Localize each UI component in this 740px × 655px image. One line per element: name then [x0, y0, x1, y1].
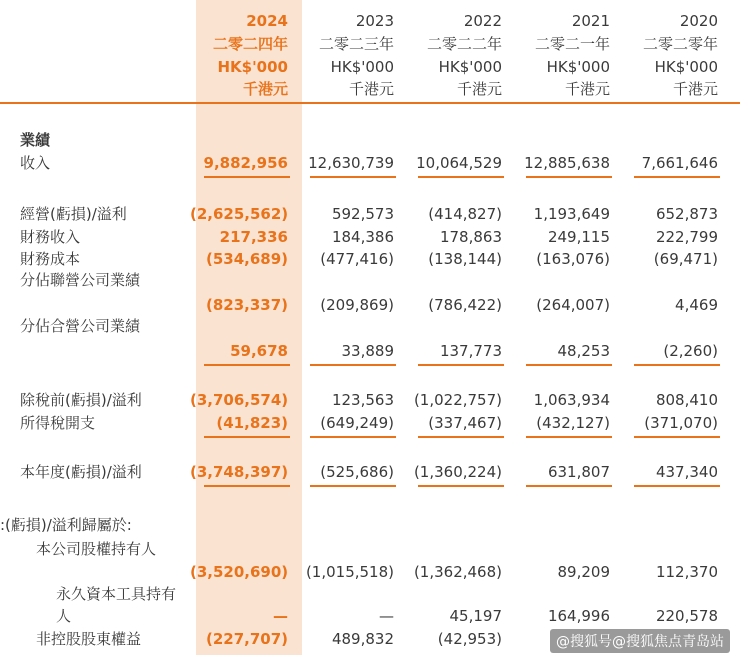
cell-2023: 184,386	[331, 228, 394, 246]
cell-2020: (371,070)	[644, 414, 718, 432]
year-cn-2022: 二零二二年	[426, 35, 502, 53]
cell-2020: 222,799	[655, 228, 718, 246]
cell-2023: 33,889	[341, 342, 394, 360]
year-cn-2021: 二零二一年	[534, 35, 610, 53]
row-label: 非控股股東權益	[36, 630, 142, 648]
cell-2020: (69,471)	[653, 250, 718, 268]
cell-2021: 48,253	[557, 342, 610, 360]
unit-cn-2020: 千港元	[672, 80, 718, 98]
cell-2024: (823,337)	[205, 296, 288, 314]
row-label: 財務成本	[20, 250, 81, 268]
cell-2024: (41,823)	[216, 414, 288, 432]
cell-2020: 7,661,646	[641, 154, 718, 172]
cell-2023: (477,416)	[320, 250, 394, 268]
cell-2023: —	[379, 607, 394, 625]
cell-2021: 12,885,638	[524, 154, 610, 172]
cell-2021: 164,996	[547, 607, 610, 625]
cell-2020: 220,578	[655, 607, 718, 625]
cell-2021: (163,076)	[536, 250, 610, 268]
year-2021: 2021	[571, 12, 610, 30]
highlight-column-2024	[196, 0, 302, 655]
cell-2020: 808,410	[655, 391, 718, 409]
cell-2020: 652,873	[655, 205, 718, 223]
cell-2021: 631,807	[547, 463, 610, 481]
cell-2020: (2,260)	[663, 342, 718, 360]
header-divider	[0, 102, 740, 104]
year-2022: 2022	[463, 12, 502, 30]
row-label: 本年度(虧損)/溢利	[20, 463, 142, 481]
unit-cn-2022: 千港元	[456, 80, 502, 98]
year-2020: 2020	[679, 12, 718, 30]
cell-2024: —	[273, 607, 288, 625]
cell-2024: 217,336	[219, 228, 288, 246]
unit-en-2024: HK$'000	[217, 58, 288, 76]
unit-cn-2024: 千港元	[242, 80, 288, 98]
cell-2022: (138,144)	[428, 250, 502, 268]
cell-2024: 59,678	[230, 342, 288, 360]
cell-2022: (414,827)	[428, 205, 502, 223]
unit-cn-2023: 千港元	[348, 80, 394, 98]
cell-2024: 9,882,956	[203, 154, 288, 172]
row-label: 本公司股權持有人	[36, 540, 157, 558]
cell-2023: 592,573	[331, 205, 394, 223]
cell-2022: (337,467)	[428, 414, 502, 432]
year-2024: 2024	[246, 12, 288, 30]
cell-2021: 89,209	[557, 563, 610, 581]
row-label: 所得稅開支	[20, 414, 96, 432]
cell-2022: 137,773	[439, 342, 502, 360]
cell-2024: (3,706,574)	[190, 391, 289, 409]
cell-2021: 1,193,649	[533, 205, 610, 223]
year-cn-2024: 二零二四年	[212, 35, 288, 53]
cell-2023: 489,832	[331, 630, 394, 648]
cell-2020: 437,340	[655, 463, 718, 481]
row-label-line1: 永久資本工具持有	[56, 585, 177, 603]
cell-2023: (1,015,518)	[305, 563, 394, 581]
cell-2024: (2,625,562)	[190, 205, 289, 223]
cell-2022: 178,863	[439, 228, 502, 246]
cell-2022: (1,362,468)	[413, 563, 502, 581]
unit-en-2023: HK$'000	[330, 58, 394, 76]
row-label: 分佔合營公司業績	[20, 317, 141, 335]
row-label: 分佔聯營公司業績	[20, 271, 141, 289]
row-label: 經營(虧損)/溢利	[20, 205, 127, 223]
year-2023: 2023	[355, 12, 394, 30]
row-label-line2: 人	[56, 607, 72, 625]
unit-en-2021: HK$'000	[546, 58, 610, 76]
cell-2021: (264,007)	[536, 296, 610, 314]
cell-2023: (209,869)	[320, 296, 394, 314]
cell-2020: 4,469	[675, 296, 718, 314]
cell-2022: (42,953)	[437, 630, 502, 648]
cell-2021: (432,127)	[536, 414, 610, 432]
cell-2023: 123,563	[331, 391, 394, 409]
cell-2022: (1,360,224)	[413, 463, 502, 481]
cell-2024: (534,689)	[205, 250, 288, 268]
watermark: @搜狐号@搜狐焦点青岛站	[550, 629, 730, 653]
cell-2023: 12,630,739	[308, 154, 394, 172]
cell-2024: (3,748,397)	[190, 463, 289, 481]
year-cn-2023: 二零二三年	[318, 35, 394, 53]
cell-2022: 45,197	[449, 607, 502, 625]
unit-cn-2021: 千港元	[564, 80, 610, 98]
row-label: 除稅前(虧損)/溢利	[20, 391, 142, 409]
unit-en-2022: HK$'000	[438, 58, 502, 76]
section-title: 業績	[20, 131, 51, 149]
cell-2023: (525,686)	[320, 463, 394, 481]
cell-2024: (3,520,690)	[190, 563, 289, 581]
unit-en-2020: HK$'000	[654, 58, 718, 76]
attributable-label: :(虧損)/溢利歸屬於:	[0, 516, 132, 534]
year-cn-2020: 二零二零年	[642, 35, 718, 53]
cell-2022: (786,422)	[428, 296, 502, 314]
cell-2023: (649,249)	[320, 414, 394, 432]
cell-2022: 10,064,529	[416, 154, 502, 172]
row-label: 財務收入	[20, 228, 81, 246]
cell-2021: 249,115	[547, 228, 610, 246]
cell-2021: 1,063,934	[533, 391, 610, 409]
cell-2020: 112,370	[655, 563, 718, 581]
cell-2022: (1,022,757)	[413, 391, 502, 409]
row-label: 收入	[20, 154, 51, 172]
cell-2024: (227,707)	[205, 630, 288, 648]
